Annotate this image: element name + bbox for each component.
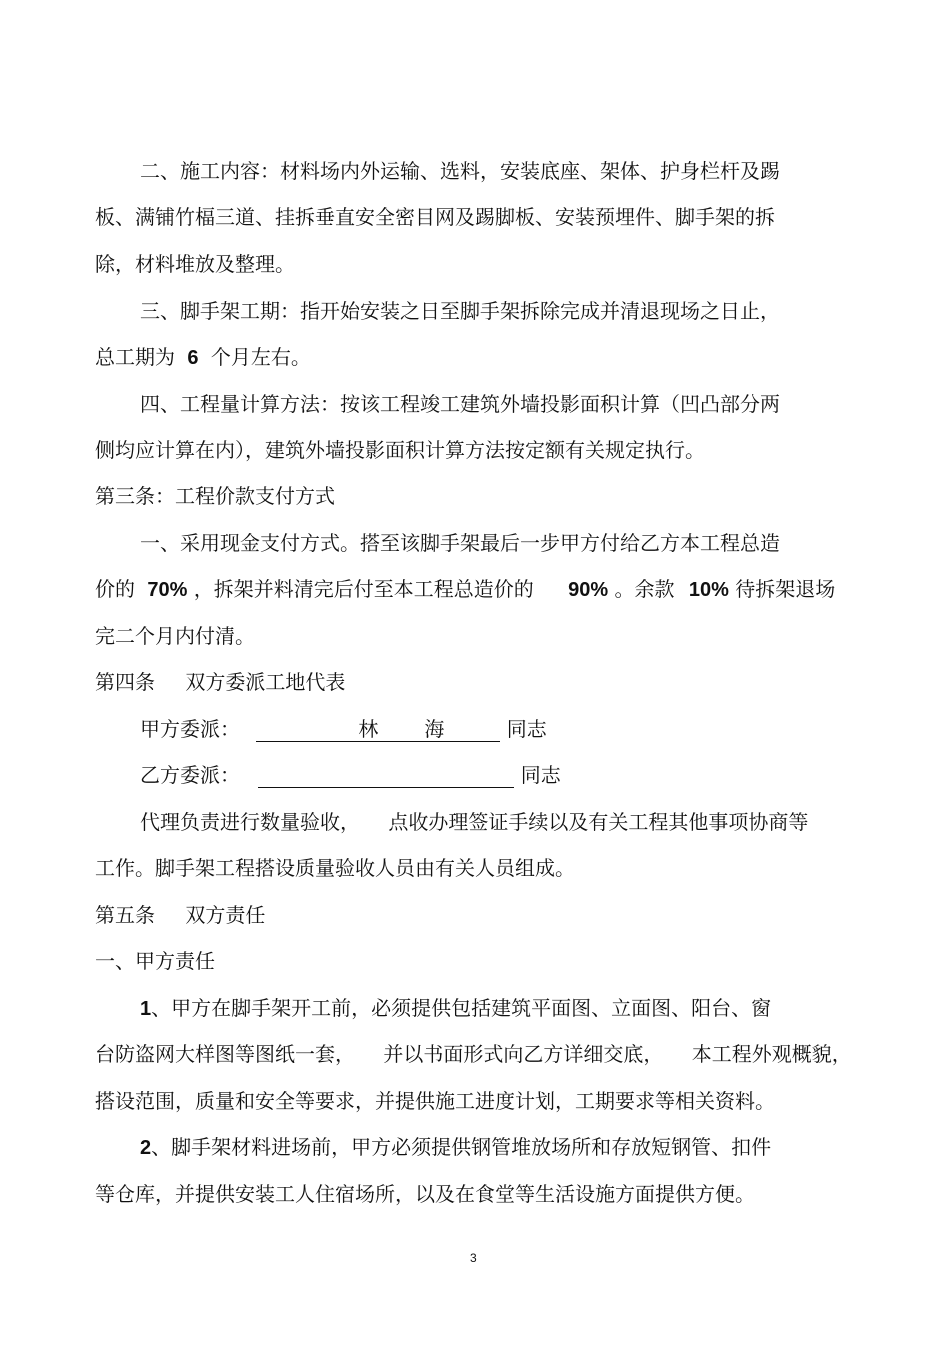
text-span: 、甲方在脚手架开工前，必须提供包括建筑平面图、立面图、阳台、窗 bbox=[151, 996, 772, 1020]
text-span: 台防盗网大样图等图纸一套， bbox=[95, 1042, 355, 1066]
text-span: 总工期为 bbox=[95, 345, 175, 369]
text-line bbox=[140, 808, 808, 836]
text-span: 代理负责进行数量验收， bbox=[140, 810, 360, 834]
name-char: 海 bbox=[424, 717, 445, 741]
text-span: 。余款 bbox=[614, 577, 675, 601]
text-line: 除，材料堆放及整理。 bbox=[95, 252, 295, 276]
section-heading bbox=[95, 901, 265, 929]
text-line bbox=[95, 343, 311, 372]
text-line: 搭设范围，质量和安全等要求，并提供施工进度计划，工期要求等相关资料。 bbox=[95, 1089, 775, 1113]
text-line bbox=[95, 575, 835, 604]
text-span: 、脚手架材料进场前，甲方必须提供钢管堆放场所和存放短钢管、扣件 bbox=[151, 1135, 772, 1159]
percent-value: 10% bbox=[688, 579, 729, 601]
text-line: 工作。脚手架工程搭设质量验收人员由有关人员组成。 bbox=[95, 856, 575, 880]
text-line: 二、施工内容：材料场内外运输、选料，安装底座、架体、护身栏杆及踢 bbox=[140, 159, 780, 183]
text-span: 本工程外观概貌， bbox=[691, 1042, 852, 1066]
text-line bbox=[140, 715, 547, 743]
representative-b-field bbox=[258, 765, 514, 788]
text-line: 板、满铺竹楅三道、挂拆垂直安全密目网及踢脚板、安装预埋件、脚手架的拆 bbox=[95, 205, 775, 229]
text-line bbox=[140, 761, 561, 789]
text-line: 一、甲方责任 bbox=[95, 949, 215, 973]
text-span: 甲方委派： bbox=[140, 717, 240, 741]
text-span: 个月左右。 bbox=[210, 345, 311, 369]
text-span: 第五条 bbox=[95, 903, 155, 927]
text-span: 点收办理签证手续以及有关工程其他事项协商等 bbox=[388, 810, 809, 834]
text-line: 一、采用现金支付方式。搭至该脚手架最后一步甲方付给乙方本工程总造 bbox=[140, 531, 780, 555]
percent-value: 70% bbox=[147, 579, 188, 601]
text-span: 待拆架退场 bbox=[735, 577, 836, 601]
text-span: 同志 bbox=[520, 763, 561, 787]
item-number: 2 bbox=[140, 1137, 152, 1159]
text-line: 侧均应计算在内），建筑外墙投影面积计算方法按定额有关规定执行。 bbox=[95, 438, 705, 462]
percent-value: 90% bbox=[568, 579, 609, 601]
name-char: 林 bbox=[358, 717, 379, 741]
text-line bbox=[95, 1040, 852, 1068]
text-line bbox=[140, 1133, 771, 1162]
representative-a-field bbox=[256, 719, 500, 742]
text-span: 价的 bbox=[95, 577, 135, 601]
text-span: 同志 bbox=[506, 717, 547, 741]
text-line: 四、工程量计算方法：按该工程竣工建筑外墙投影面积计算（凹凸部分两 bbox=[140, 392, 780, 416]
section-heading: 第三条：工程价款支付方式 bbox=[95, 484, 335, 508]
text-span: 并以书面形式向乙方详细交底， bbox=[383, 1042, 664, 1066]
page-number: 3 bbox=[470, 1251, 477, 1265]
text-span: 乙方委派： bbox=[140, 763, 240, 787]
text-span: 第四条 bbox=[95, 670, 155, 694]
period-value: 6 bbox=[187, 347, 199, 369]
text-line: 三、脚手架工期：指开始安装之日至脚手架拆除完成并清退现场之日止， bbox=[140, 299, 780, 323]
text-span: 双方委派工地代表 bbox=[185, 670, 346, 694]
text-line bbox=[140, 994, 771, 1023]
text-line: 完二个月内付清。 bbox=[95, 624, 255, 648]
item-number: 1 bbox=[140, 998, 152, 1020]
text-span: 双方责任 bbox=[185, 903, 266, 927]
section-heading bbox=[95, 668, 345, 696]
text-line: 等仓库，并提供安装工人住宿场所，以及在食堂等生活设施方面提供方便。 bbox=[95, 1182, 755, 1206]
text-span: ，拆架并料清完后付至本工程总造价的 bbox=[193, 577, 534, 601]
